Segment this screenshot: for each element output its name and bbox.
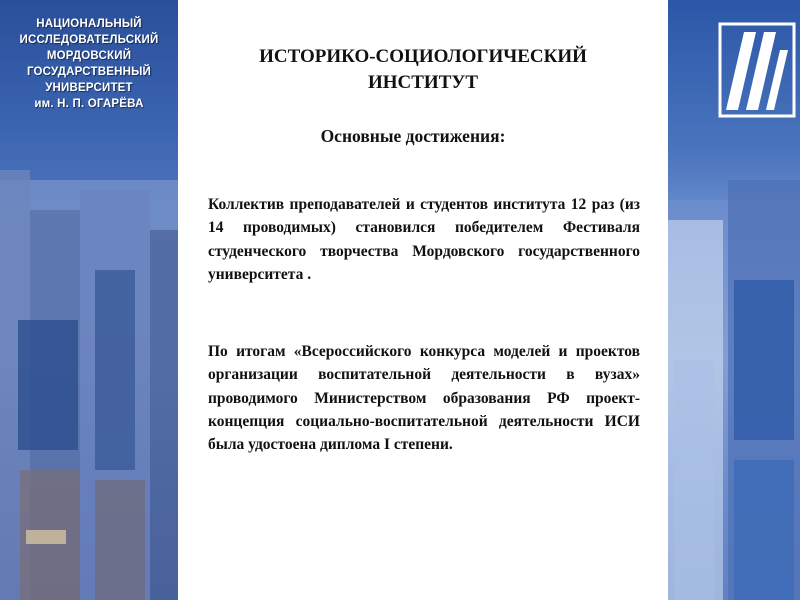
- slide-content: [178, 0, 668, 600]
- page-title: [178, 44, 668, 96]
- title-line: ИСТОРИКО-СОЦИОЛОГИЧЕСКИЙ: [259, 46, 587, 67]
- building-right-image: [668, 160, 800, 600]
- left-decor-panel: [0, 0, 178, 600]
- university-logo-icon: [716, 20, 798, 120]
- achievement-paragraph-1: Коллектив преподавателей и студентов института 12 раз (из 14 проводимых) становился победителем Фестиваля студенческого творчества Мордовского государственного университета .: [208, 196, 640, 283]
- university-name-line: НАЦИОНАЛЬНЫЙ: [36, 18, 142, 30]
- university-name-line: УНИВЕРСИТЕТ: [45, 82, 133, 94]
- university-name-line: МОРДОВСКИЙ: [46, 50, 132, 62]
- university-name-line: ГОСУДАРСТВЕННЫЙ: [26, 66, 152, 78]
- university-name-line: им. Н. П. ОГАРЁВА: [34, 98, 144, 110]
- building-left-image: [0, 170, 178, 600]
- university-name-line: ИССЛЕДОВАТЕЛЬСКИЙ: [19, 34, 159, 46]
- section-subtitle: Основные достижения:: [320, 126, 506, 146]
- achievement-paragraph-2: По итогам «Всероссийского конкурса моделей и проектов организации воспитательной деятельности в вузах» проводимого Министерством образования РФ проект-концепция социально-воспитательной деятельности ИСИ была удостоена диплома I степени.: [208, 343, 640, 454]
- university-name: [0, 16, 178, 112]
- title-line: ИНСТИТУТ: [367, 72, 479, 93]
